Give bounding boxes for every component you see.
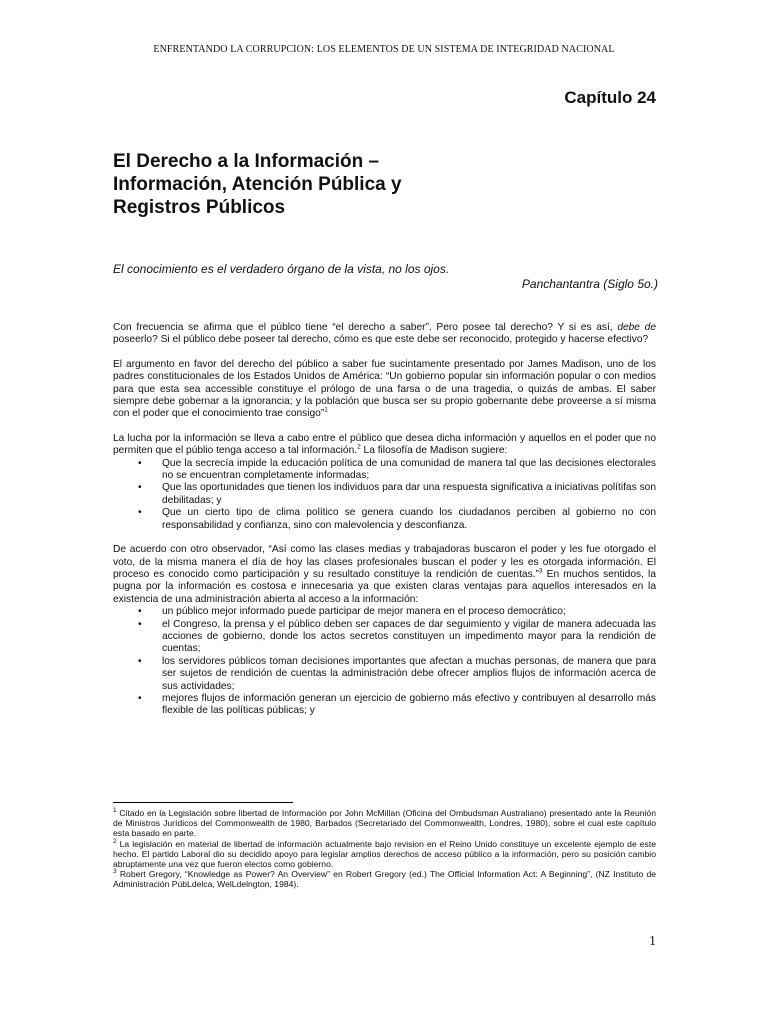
bullet-list-2 [113, 606, 656, 718]
chapter-title-line-3: Registros Públicos [113, 197, 286, 218]
epigraph [113, 262, 658, 292]
footnote-text: La legislación en material de libertad de información actualmente bajo revision en el Reino Unido constituye un excelente ejemplo de este hecho. El partido Laboral dio su decidido apoyo para legislar amplios derechos de acceso público a la información, pero su posición cambio abruptamente una vez que fueron electos como gobierno. [113, 838, 656, 870]
list-item: • mejores flujos de información generan un ejercicio de gobierno más efectivo y contribuyen al desarrollo más flexible de las políticas públicas; y [162, 693, 656, 718]
bullet-list-1 [113, 458, 656, 532]
footnote-mark: 1 [113, 807, 117, 815]
paragraph-2-text: El argumento en favor del derecho del público a saber fue sucintamente presentado por James Madison, uno de los padres constitucionales de los Estados Unidos de América: “Un gobierno popular sin información popular o con medios para que esta sea accessible constituye el prólogo de una farsa o de una tragedia, o quizás de ambas. El saber siempre debe gobernar a la ignorancia; y la población que busca ser su propio gobernante debe proveerse a sí misma con el poder que el conocimiento trae consigo” [113, 358, 656, 420]
paragraph-3 [113, 433, 656, 458]
footnote-text: Citado en la Legislación sobre libertad de Información por John McMillan (Oficina del Ombudsman Australiano) presentado ante la Reunión de Ministros Jurídicos del Commonwealth de 1980, Barbados (Secretariado del Commonwealth, Londres, 1980), sobre el cual este capítulo esta basado en parte. [113, 808, 656, 839]
chapter-title-line-1: El Derecho a la Información – [113, 151, 380, 172]
footnote-1 [113, 808, 656, 839]
list-item: • los servidores públicos toman decisiones importantes que afectan a muchas personas, de manera que para ser sujetos de rendición de cuentas la administración debe ofrecer amplios flujos de información acerca de sus actividades; [162, 656, 656, 693]
paragraph-1-text-a: Con frecuencia se afirma que el públco tiene “el derecho a saber”. Pero posee tal derecho? Y si es así, [113, 322, 618, 333]
paragraph-4 [113, 544, 656, 606]
paragraph-3-text-a: La lucha por la información se lleva a cabo entre el público que desea dicha información y aquellos en el poder que no permiten que el públio tenga acceso a tal información. [113, 432, 656, 457]
body-text [113, 322, 656, 730]
chapter-title [113, 150, 533, 219]
footnote-3 [113, 869, 656, 889]
paragraph-4-text-a: De acuerdo con otro observador, “Así como las clases medias y trabajadoras buscaron el poder y les fue otorgado el voto, de la misma manera el día de hoy las clases profesionales buscan el poder y les es otorgada información. El proceso es conocido como participación y su resultado constituye la rendición de cuentas.” [113, 544, 656, 580]
list-item: • un público mejor informado puede participar de mejor manera en el proceso democrático; [162, 606, 656, 618]
footnote-ref-3[interactable]: 3 [538, 567, 543, 575]
epigraph-source: Panchantantra (Siglo 5o.) [521, 277, 658, 291]
paragraph-3-text-b: La filosofía de Madison sugiere: [360, 445, 508, 457]
chapter-number: Capítulo 24 [564, 88, 656, 107]
footnote-ref-1[interactable]: 1 [324, 407, 328, 415]
footnote-separator [113, 802, 293, 803]
running-header: ENFRENTANDO LA CORRUPCION: LOS ELEMENTOS DE UN SISTEMA DE INTEGRIDAD NACIONAL [153, 44, 615, 55]
paragraph-1-text-b: poseerlo? Si el público debe poseer tal derecho, cómo es que este debe ser reconocido, protegido y hacerse efectivo? [113, 334, 649, 346]
footnote-2 [113, 839, 656, 870]
epigraph-quote: El conocimiento es el verdadero órgano de la vista, no los ojos. [113, 262, 450, 276]
paragraph-1-emphasis: debe de [617, 322, 656, 333]
list-item: • Que un cierto tipo de clima político se genera cuando los ciudadanos perciben al gobierno no con responsabilidad y confianza, sino con malevolencia y desconfianza. [162, 507, 656, 532]
list-item: • el Congreso, la prensa y el público deben ser capaces de dar seguimiento y vigilar de manera adecuada las acciones de gobierno, donde los actos secretos constituyen un impedimento mayor para la rendición de cuentas; [162, 619, 656, 656]
footnote-mark: 2 [113, 837, 117, 845]
paragraph-4-text-b: En muchos sentidos, la pugna por la información es costosa e innecesaria ya que existen claras ventajas para aquellos interesados en la existencia de una administración abierta al acceso a la información: [113, 568, 656, 605]
paragraph-2 [113, 359, 656, 421]
paragraph-1 [113, 322, 656, 347]
page-number: 1 [649, 934, 656, 949]
footnote-ref-2[interactable]: 2 [357, 443, 361, 451]
footnote-text: Robert Gregory, “Knowledge as Power? An Overview” en Robert Gregory (ed.) The Official Information Act: A Beginning”, (NZ Instituto de Administración PúbLdelca, WelLdelngton, 1984). [113, 869, 656, 890]
chapter-title-line-2: Información, Atención Pública y [113, 174, 402, 195]
list-item: • Que las oportunidades que tienen los individuos para dar una respuesta significativa a iniciativas polítifas son debilitadas; y [162, 482, 656, 507]
list-item: • Que la secrecía impide la educación política de una comunidad de manera tal que las decisiones electorales no se encuentran completamente informadas; [162, 458, 656, 483]
footnotes [113, 808, 656, 890]
footnote-mark: 3 [113, 868, 117, 876]
